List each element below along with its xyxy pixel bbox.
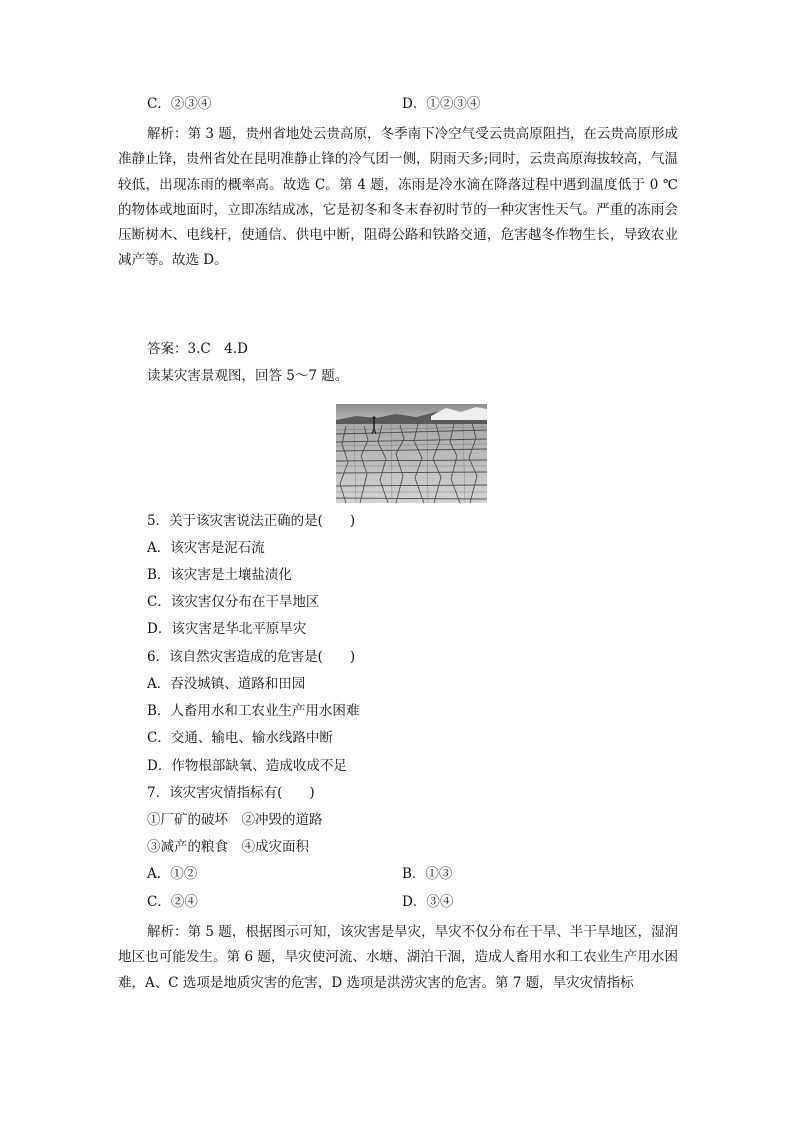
q5-option-a: A．该灾害是泥石流 xyxy=(147,540,265,556)
q6-option-d: D．作物根部缺氧、造成收成不足 xyxy=(147,758,347,774)
question-intro: 读某灾害景观图，回答 5～7 题。 xyxy=(147,368,349,384)
analysis-paragraph-2: 解析：第 5 题，根据图示可知，该灾害是旱灾，旱灾不仅分布在干旱、半干旱地区，湿润地区也可能发生。第 6 题，旱灾使河流、水塘、湖泊干涸，造成人畜用水和工农业生产用水困难，A、C 选项是地质灾害的危害，D 选项是洪涝灾害的危害。第 7 题，旱灾灾情指标 xyxy=(118,924,678,991)
q7-option-d: D．③④ xyxy=(402,894,454,910)
q5-option-b: B．该灾害是土壤盐渍化 xyxy=(147,567,292,583)
drought-cracked-earth-photo xyxy=(336,404,487,503)
q5-option-d: D．该灾害是华北平原旱灾 xyxy=(147,621,307,637)
analysis-paragraph-1: 解析：第 3 题，贵州省地处云贵高原，冬季南下冷空气受云贵高原阻挡，在云贵高原形成准静止锋，贵州省处在昆明准静止锋的冷气团一侧，阴雨天多;同时，云贵高原海拔较高，气温较低，出现冻雨的概率高。故选 C。第 4 题，冻雨是冷水滴在降落过程中遇到温度低于 0 ℃的物体或地面时，立即冻结成冰，它是初冬和冬末春初时节的一种灾害性天气。严重的冻雨会压断树木、电线杆，使通信、供电中断，阻碍公路和铁路交通，危害越冬作物生长，导致农业减产等。故选 D。 xyxy=(118,126,678,269)
option-d-top: D．①②③④ xyxy=(402,96,481,112)
q7-option-a: A．①② xyxy=(147,866,198,882)
answer-line: 答案：3.C 4.D xyxy=(147,341,248,357)
q6-stem: 6．该自然灾害造成的危害是( ) xyxy=(147,649,356,665)
q6-option-c: C．交通、输电、输水线路中断 xyxy=(147,730,333,746)
q7-option-b: B．①③ xyxy=(402,866,453,882)
q7-items-row-2: ③减产的粮食 ④成灾面积 xyxy=(147,839,309,855)
q7-items-row-1: ①厂矿的破坏 ②冲毁的道路 xyxy=(147,812,323,828)
q5-option-c: C．该灾害仅分布在干旱地区 xyxy=(147,594,320,610)
q6-option-b: B．人畜用水和工农业生产用水困难 xyxy=(147,703,360,719)
option-c-top: C．②③④ xyxy=(147,96,212,112)
q6-option-a: A．吞没城镇、道路和田园 xyxy=(147,676,306,692)
q7-stem: 7．该灾害灾情指标有( ) xyxy=(147,785,315,801)
q7-option-c: C．②④ xyxy=(147,894,198,910)
q5-stem: 5．关于该灾害说法正确的是( ) xyxy=(147,513,356,529)
